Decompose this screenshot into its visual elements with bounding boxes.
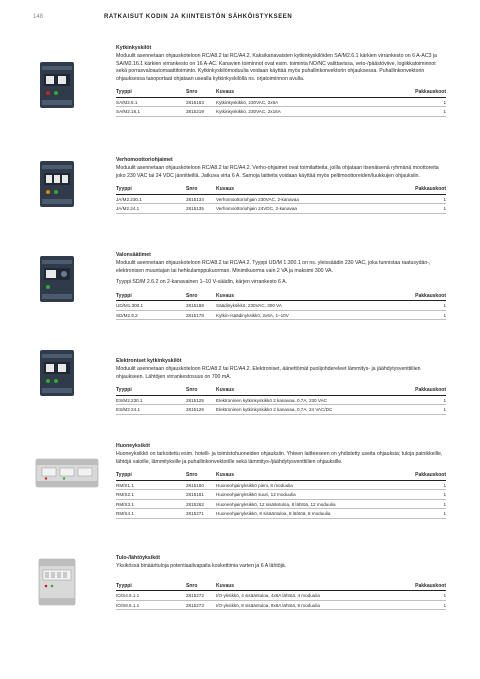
col-type: Tyyppi [116, 385, 186, 395]
table-row [116, 395, 446, 405]
cell-desc: Elektroninen kytkinkyskikkö 2 kanavaa, 0,7A, 230 VAC [216, 395, 406, 405]
col-pack: Pakkauskoot [406, 291, 446, 301]
col-snro: Snro [186, 385, 216, 395]
col-type: Tyyppi [116, 87, 186, 97]
cell-type: IO/S8.6.1.1 [116, 600, 186, 610]
table-row [116, 301, 446, 311]
cell-snro: 2815189 [186, 301, 216, 311]
cell-pack: 1 [406, 97, 446, 107]
product-table [116, 184, 446, 214]
col-snro: Snro [186, 184, 216, 194]
product-table [116, 581, 446, 611]
cell-type: ES/M2.230.1 [116, 395, 186, 405]
cell-type: SA/M2.16.1 [116, 107, 186, 117]
cell-snro: 2815271 [186, 509, 216, 519]
section-description: Moduulit asennetaan ohjauskoteloon RC/A8.2 tai RC/A4.2. Kaksikanavaisten kytkinkyskilöiden SA/M2.6.1 kärkien virrankesto on 6 A-AC3 ja SA/M2.16.1 kärkien virrankesto on 16 A-AC. Kanavien toiminnot ovat esim. toiminta NO/NC valittavissa, veto-/päästöviive, logiikkatoiminnot sekä porrasvaloautomaattitoiminto. Kytkinkyskilömoduulia voidaan käyttää myös puhallinkonvektorin ohjauksessa. Puhallinkonvektorin ohjauksessa tasoportaat ohjataan usealla kytkinkyskilöllä ns. orjatoiminnon avulla. [116, 53, 437, 82]
cell-desc: Huoneohjainyksikkö, 8 sisääntuloa, 8 lähtöä, 8 moduulia [216, 509, 406, 519]
cell-type: IO/S4.6.1.1 [116, 591, 186, 601]
cell-desc: I/O-yksikkö, 8 sisääntuloa, 8x6A lähtöä, 8 moduulia [216, 600, 406, 610]
section-description-extra: Tyyppi SD/M 2.6.2 on 2-kanavainen 1–10 V-säädin, kärjen virrankesto 6 A. [116, 279, 287, 286]
col-snro: Snro [186, 581, 216, 591]
cell-pack: 1 [406, 499, 446, 509]
cell-type: SA/M2.6.1 [116, 97, 186, 107]
cell-desc: Huoneohjainyksikkö, 12 sisääntuloa, 8 lähtöä, 12 moduulia [216, 499, 406, 509]
dimmer-image [36, 254, 78, 304]
cell-pack: 1 [406, 107, 446, 117]
electronic-switch-actuator-image [36, 348, 78, 398]
section-title: Elektroniset kytkinkyskilöt [116, 358, 182, 364]
product-table [116, 385, 446, 415]
section-description: Moduulit asennetaan ohjauskoteloon RC/A8.2 tai RC/A4.2. Elektroniset, äänettömät puolijohdereleet lämmitys- ja jäähdytysventtiilien ohjaukseen. Lähtöjen virrankestosuus on 700 mA. [116, 366, 421, 380]
table-row [116, 480, 446, 490]
cell-desc: I/O-yksikkö, 4 sisääntuloa, 4x6A lähtöä, 4 moduulia [216, 591, 406, 601]
table-row [116, 204, 446, 214]
cell-type: RM/S1.1 [116, 480, 186, 490]
product-table [116, 87, 446, 117]
table-row [116, 405, 446, 415]
col-snro: Snro [186, 291, 216, 301]
cell-snro: 2815160 [186, 480, 216, 490]
col-desc: Kuvaus [216, 581, 406, 591]
cell-snro: 2815178 [186, 310, 216, 320]
section-title: Huoneyksiköt [116, 443, 151, 449]
section-title: Valonsäätimet [116, 252, 151, 258]
cell-desc: Kytkin-/säädinyksikkö, 2x6A, 1–10V [216, 310, 406, 320]
section-title: Tulo-/lähtöyksiköt [116, 555, 160, 561]
cell-type: JA/M2.230.1 [116, 194, 186, 204]
product-table [116, 470, 446, 519]
cell-pack: 1 [406, 301, 446, 311]
chapter-title: RATKAISUT KODIN JA KIINTEISTÖN SÄHKÖISTYKSEEN [104, 14, 293, 20]
cell-pack: 1 [406, 490, 446, 500]
blind-actuator-image [36, 159, 78, 209]
cell-desc: Kytkinkyskikkö, 230VAC, 2x6A [216, 97, 406, 107]
cell-snro: 2815273 [186, 600, 216, 610]
col-pack: Pakkauskoot [406, 581, 446, 591]
cell-snro: 2815126 [186, 405, 216, 415]
col-type: Tyyppi [116, 470, 186, 480]
table-row [116, 107, 446, 117]
table-row [116, 310, 446, 320]
cell-pack: 1 [406, 600, 446, 610]
cell-type: JA/M2.24.1 [116, 204, 186, 214]
section-description: Moduulit asennetaan ohjauskoteloon RC/A8.2 tai RC/A4.2. Tyyppi UD/M 1.300.1 on ns. yleissäädin 230 VAC, joka tunnistaa raatusydän-, elektronisen muuntajan tai hehkulamppukuorman. Minimikuorma vain 2 VA ja maksimi 300 VA. [116, 260, 431, 274]
cell-snro: 2815163 [186, 97, 216, 107]
cell-snro: 2815262 [186, 499, 216, 509]
table-row [116, 509, 446, 519]
cell-pack: 1 [406, 509, 446, 519]
cell-pack: 1 [406, 395, 446, 405]
cell-pack: 1 [406, 310, 446, 320]
table-row [116, 600, 446, 610]
col-desc: Kuvaus [216, 87, 406, 97]
table-row [116, 490, 446, 500]
col-type: Tyyppi [116, 184, 186, 194]
io-unit-image [36, 557, 78, 607]
col-pack: Pakkauskoot [406, 385, 446, 395]
col-desc: Kuvaus [216, 385, 406, 395]
cell-type: RM/S4.1 [116, 509, 186, 519]
cell-pack: 1 [406, 480, 446, 490]
col-desc: Kuvaus [216, 184, 406, 194]
cell-snro: 2815161 [186, 490, 216, 500]
cell-snro: 2815272 [186, 591, 216, 601]
cell-type: UD/M1.300.1 [116, 301, 186, 311]
cell-pack: 1 [406, 194, 446, 204]
col-desc: Kuvaus [216, 470, 406, 480]
product-table [116, 291, 446, 321]
col-type: Tyyppi [116, 581, 186, 591]
switch-actuator-image [36, 60, 78, 110]
room-controller-image [34, 455, 100, 491]
section-title: Kytkinkyskilöt [116, 45, 152, 51]
col-snro: Snro [186, 87, 216, 97]
cell-pack: 1 [406, 591, 446, 601]
cell-type: RM/S3.1 [116, 499, 186, 509]
cell-snro: 2815134 [186, 194, 216, 204]
cell-desc: Verhomoottoriohjain 230VAC, 2-kanavaa [216, 194, 406, 204]
cell-type: RM/S2.1 [116, 490, 186, 500]
cell-snro: 2815219 [186, 107, 216, 117]
cell-type: SD/M2.6.2 [116, 310, 186, 320]
col-type: Tyyppi [116, 291, 186, 301]
cell-pack: 1 [406, 204, 446, 214]
cell-pack: 1 [406, 405, 446, 415]
cell-desc: Kytkinkyskikkö, 230VAC, 2x16A [216, 107, 406, 117]
page-number: 148 [33, 14, 44, 20]
cell-snro: 2815135 [186, 204, 216, 214]
cell-desc: Huoneohjainyksikkö suuri, 12 moduulia [216, 490, 406, 500]
section-description: Moduulit asennetaan ohjauskoteloon RC/A8.2 tai RC/A4.2. Verho-ohjaimet ovat toimilaitteita, joilla ohjataan itsenäisenä ryhmänä moottoreita joko 230 VAC tai 24 VDC jännitteillä. Jatkuva virta 6 A. Samoja laitteita voidaan käyttää myös peltimoottoreiden/luukkujen ohjauksiin. [116, 165, 439, 179]
col-pack: Pakkauskoot [406, 184, 446, 194]
section-description: Yksikössä binäärituloja potentiaalivapaita koskettimia varten ja 6 A lähtöjä. [116, 563, 287, 569]
table-row [116, 591, 446, 601]
table-row [116, 97, 446, 107]
cell-desc: Verhomoottoriohjain 24VDC, 2-kanavaa [216, 204, 406, 214]
section-title: Verhomoottoriohjaimet [116, 157, 173, 163]
cell-desc: Elektroninen kytkinkyskikkö 2 kanavaa, 0,7A, 24 VAC/DC [216, 405, 406, 415]
col-pack: Pakkauskoot [406, 87, 446, 97]
col-pack: Pakkauskoot [406, 470, 446, 480]
section-description: Huoneyksikkö on tarkoitettu esim. hotelli- ja toimistohuoneiden ohjauksiin. Yhteen laitteeseen on yhdistetty useita ohjauksia; tuloja painikkeille, lähtöjä valoille, lämmityksille ja puhallinkonvektorille sekä lämmitys-/jäähdytysventtiilien ohjauksille. [116, 451, 443, 465]
col-snro: Snro [186, 470, 216, 480]
cell-type: ES/M2.24.1 [116, 405, 186, 415]
table-row [116, 194, 446, 204]
cell-desc: Säädinyksikkö, 230VAC, 300 VA [216, 301, 406, 311]
cell-desc: Huoneohjainyksikkö pieni, 8 moduulia [216, 480, 406, 490]
col-desc: Kuvaus [216, 291, 406, 301]
cell-snro: 2815125 [186, 395, 216, 405]
table-row [116, 499, 446, 509]
